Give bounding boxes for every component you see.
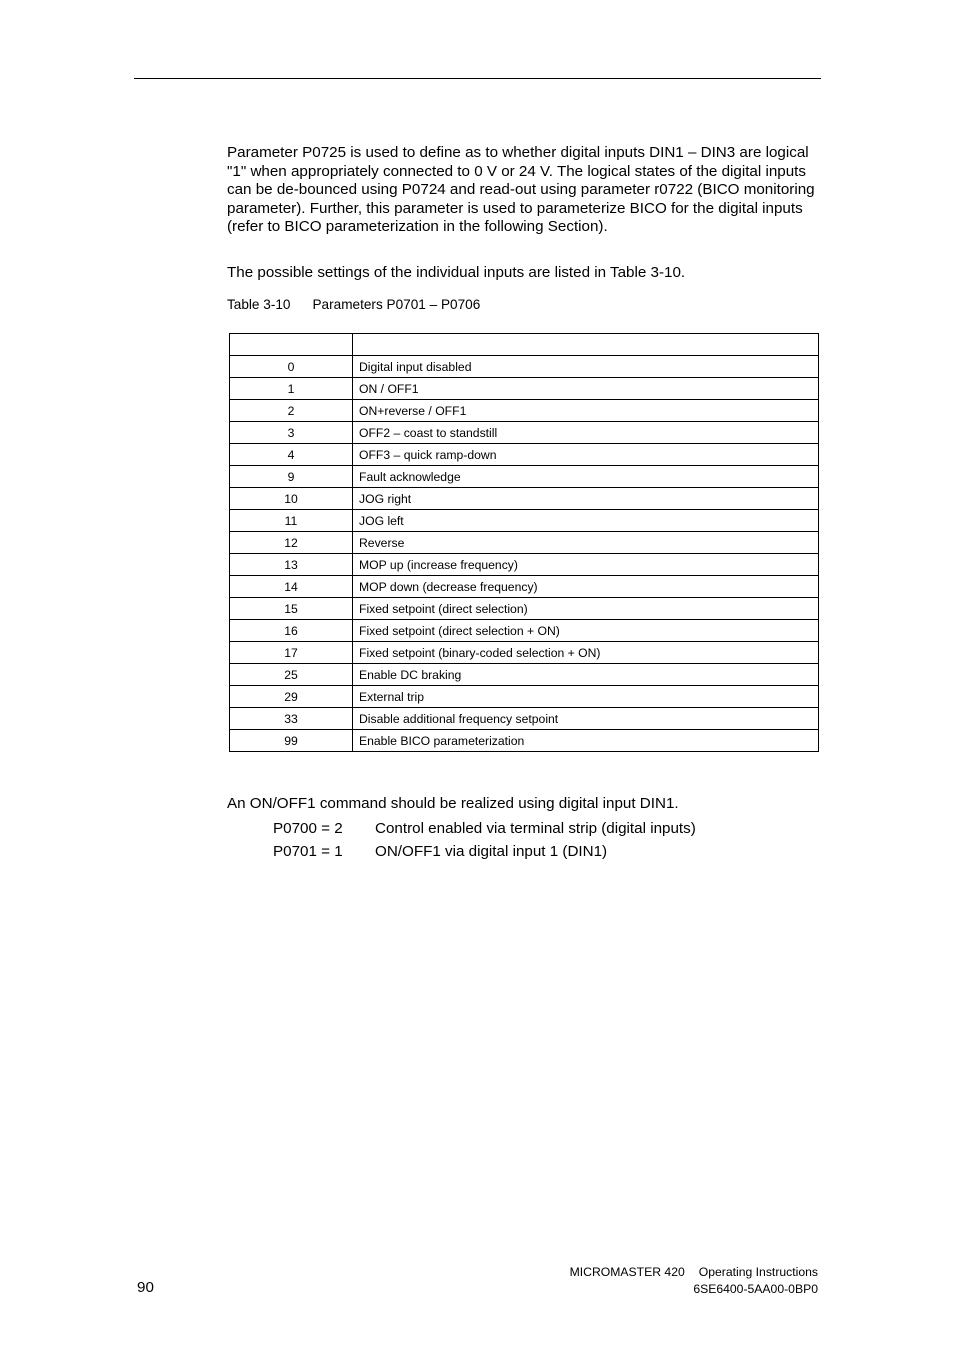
table-header-cell	[230, 334, 353, 356]
setting-description: External trip	[353, 686, 819, 708]
table-row	[230, 510, 819, 532]
setting-description: Enable BICO parameterization	[353, 730, 819, 752]
table-row	[230, 686, 819, 708]
table-row	[230, 598, 819, 620]
table-row	[230, 400, 819, 422]
table-row	[230, 378, 819, 400]
setting-description: Fixed setpoint (binary-coded selection + ON)	[353, 642, 819, 664]
setting-value: 25	[230, 664, 353, 686]
table-row	[230, 730, 819, 752]
example-text: ON/OFF1 via digital input 1 (DIN1)	[375, 843, 608, 860]
table-row	[230, 620, 819, 642]
table-row	[230, 708, 819, 730]
setting-value: 12	[230, 532, 353, 554]
intro-paragraph: Parameter P0725 is used to define as to whether digital inputs DIN1 – DIN3 are logical "1" when appropriately connected to 0 V or 24 V. The logical states of the digital inputs can be de-bounced using P0724 and read-out using parameter r0722 (BICO monitoring parameter). Further, this parameter is used to parameterize BICO for the digital inputs (refer to BICO parameterization in the following Section).	[227, 144, 815, 235]
setting-description: Fault acknowledge	[353, 466, 819, 488]
table-caption	[227, 297, 480, 312]
setting-value: 0	[230, 356, 353, 378]
example-text: Control enabled via terminal strip (digital inputs)	[375, 820, 696, 837]
table-header-cell	[353, 334, 819, 356]
table-header-row	[230, 334, 819, 356]
setting-value: 4	[230, 444, 353, 466]
table-row	[230, 576, 819, 598]
setting-description: Enable DC braking	[353, 664, 819, 686]
setting-description: Disable additional frequency setpoint	[353, 708, 819, 730]
setting-description: Fixed setpoint (direct selection)	[353, 598, 819, 620]
example-setting-row	[273, 820, 696, 838]
page-number: 90	[137, 1279, 154, 1296]
setting-value: 13	[230, 554, 353, 576]
setting-value: 29	[230, 686, 353, 708]
table-row	[230, 664, 819, 686]
example-param: P0701 = 1	[273, 843, 343, 860]
setting-description: Digital input disabled	[353, 356, 819, 378]
setting-value: 3	[230, 422, 353, 444]
table-caption-number: Table 3-10	[227, 297, 291, 312]
footer	[570, 1264, 818, 1297]
setting-value: 99	[230, 730, 353, 752]
setting-value: 33	[230, 708, 353, 730]
parameter-table	[229, 333, 819, 752]
setting-description: MOP down (decrease frequency)	[353, 576, 819, 598]
setting-value: 16	[230, 620, 353, 642]
table-row	[230, 422, 819, 444]
setting-value: 11	[230, 510, 353, 532]
footer-order-number: 6SE6400-5AA00-0BP0	[693, 1281, 818, 1296]
footer-doc-type: Operating Instructions	[698, 1265, 818, 1279]
table-row	[230, 554, 819, 576]
example-param: P0700 = 2	[273, 820, 343, 837]
setting-value: 9	[230, 466, 353, 488]
example-paragraph: An ON/OFF1 command should be realized using digital input DIN1.	[227, 795, 679, 812]
table-row	[230, 488, 819, 510]
setting-description: JOG left	[353, 510, 819, 532]
table-row	[230, 356, 819, 378]
setting-description: ON / OFF1	[353, 378, 819, 400]
setting-description: OFF2 – coast to standstill	[353, 422, 819, 444]
setting-value: 17	[230, 642, 353, 664]
example-setting-row	[273, 843, 607, 861]
setting-value: 14	[230, 576, 353, 598]
setting-description: ON+reverse / OFF1	[353, 400, 819, 422]
setting-value: 1	[230, 378, 353, 400]
setting-description: Fixed setpoint (direct selection + ON)	[353, 620, 819, 642]
settings-paragraph: The possible settings of the individual inputs are listed in Table 3-10.	[227, 264, 686, 281]
table-row	[230, 532, 819, 554]
setting-value: 10	[230, 488, 353, 510]
setting-description: JOG right	[353, 488, 819, 510]
table-row	[230, 466, 819, 488]
setting-value: 15	[230, 598, 353, 620]
footer-product: MICROMASTER 420	[569, 1265, 685, 1279]
setting-description: OFF3 – quick ramp-down	[353, 444, 819, 466]
table-caption-title: Parameters P0701 – P0706	[312, 297, 481, 312]
setting-description: MOP up (increase frequency)	[353, 554, 819, 576]
setting-value: 2	[230, 400, 353, 422]
header-rule	[134, 78, 821, 79]
table-row	[230, 642, 819, 664]
table-row	[230, 444, 819, 466]
setting-description: Reverse	[353, 532, 819, 554]
